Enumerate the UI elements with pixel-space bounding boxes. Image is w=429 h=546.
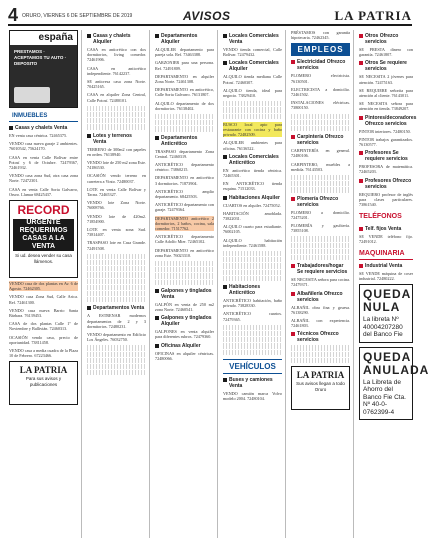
classified-ad: CARPINTERO, muebles a medida. 76143503. [291,161,350,172]
classified-ad: SE VENDE máquina de coser industrial. 72480222. [359,270,413,281]
classified-ad: CASA en venta Calle Bolívar entre Potosí y 6 de Octubre. 72479367, 72461932. [9,154,78,171]
classified-ad: ALQUILER departamento para pareja sola. Ref. 73463388. [155,47,214,58]
section-title: AVISOS [183,9,231,23]
classified-ad: VENDO casa nueva Barrio Santa Bárbara. 76139453. [9,307,78,319]
category-carpinteria: Carpintería Ofrezco servicios [291,134,350,146]
classified-ad: PROFESORA de matemática. 72465203. [359,164,413,175]
section-bar-maquinaria: MAQUINARIA [359,248,413,260]
classified-ad: VENDO departamento en Edificio Los Ángeles. 76032750. [87,331,146,343]
classified-ad: SE VENDE teléfono fijo. 72491012. [359,234,413,245]
classified-ad-highlighted: BUSCO local apto para restaurante con cocina y baño privado. 72482509. [223,121,282,138]
classified-ad: VENDO tienda comercial, Calle Bolívar. 72479432. [223,47,282,58]
record-logo: RECORD [17,203,70,218]
classified-ad: TRASPASO departamento Zona Central. 72460319. [155,148,214,159]
classified-ad: ALQUILO tienda, ideal para negocio. 73829410. [223,87,282,99]
category-albanileria: Albañilería Ofrezco servicios [291,291,350,303]
classified-ad: ANTICRÉTICO departamento Calle Adolfo Mier. 72465102. [155,234,214,245]
column-4 [220,30,286,538]
classified-ad: TERRENO de 300m2 con papeles en orden. 76138940. [87,146,146,157]
classified-ad: SE NECESITA señora para atención en tienda. 73849207. [359,101,413,112]
classified-ad: SE NECESITA señora para cocina. 72479371. [291,277,350,288]
lapatria-ad-text: Sus avisos llegan a todo Oruro [296,380,345,392]
classified-ad: EN ANTICRÉTICO tienda esquina. 71512033. [223,181,282,192]
classified-ad: CASA de dos plantas Calle 1º de Noviembre y Ballivián. 72460313. [9,321,78,332]
espana-logo: españa [10,31,77,45]
classified-ad: CASA en venta Calle Soria Galvarro, Oruro. Llamar 68425437. [9,186,78,197]
category-locales-venta: Locales Comerciales Venta [223,33,282,45]
classified-ad: OFICINAS en alquiler céntricas. 72480066. [155,350,214,361]
section-bar-empleos: EMPLEOS [291,43,350,56]
classified-ad: GALPÓN en venta de 250 m2 zona Norte. 72460541. [155,301,214,312]
classified-ad: EN anticrético tienda céntrica. 72465301. [223,167,282,178]
category-casas-venta: Casas y chalets Venta [9,125,78,131]
classified-ad: EN venta casa céntrica. 72465375. [9,133,68,138]
classified-ad: HABITACIÓN amoblada. 73822031. [223,210,282,222]
classified-ad: LOTE en venta Calle Bolívar y Tacna. 72465327. [87,186,146,197]
lapatria-ad [9,361,78,405]
section-bar-telefonos: TELÉFONOS [359,213,402,221]
classified-ad: LOTE en venta zona Sud. 73814407. [87,227,146,238]
classified-ad: PLOMERO electricista. 76130501. [291,73,350,84]
classified-ad: A ESTRENAR modernos departamentos de 2 y 3 dormitorios. 72480231. [87,313,146,329]
classified-ad: SE PRESTA dinero con garantía. 72461807. [359,47,413,58]
classified-ad: ALBAÑIL con experiencia. 72461803. [291,317,350,329]
classified-ad: CASA en anticrético independiente. 76142237. [87,65,146,76]
classified-ad: PINTOR trabajos garantizados. 76130577. [359,136,413,148]
lost-notice [359,347,429,421]
classified-ad: VENDO lote de 420m2. 71854900. [87,213,146,224]
classified-ad: TRASPASO lote en Casa Grande. 72491508. [87,240,146,251]
category-industrial: Industrial Venta [359,263,413,269]
classified-ad: ALBAÑIL obra fina y gruesa. 76138290. [291,304,350,315]
classified-ad: VENDO lote de 250 m2 zona Este. 74186530. [87,159,146,171]
classified-ad: SE anticresa casa zona Norte. 70425165. [87,79,146,90]
page-number: 4 [8,5,19,25]
lapatria-logo: LA PATRIA [19,365,68,376]
lost-notice-heading: QUEDA ANULADA [363,349,429,377]
category-galpones-venta: Galpones y tinglados Venta [155,288,214,300]
classified-ad: PRÉSTAMOS con garantía hipotecaria. 72462345. [291,30,350,41]
classified-ad: INSTALACIONES eléctricas. 73800150. [291,100,350,111]
classified-ad: OCASIÓN vendo casa, precio de oportunidad. 73811458. [9,334,78,345]
classified-ad: GARZONIER para una persona. Ref. 72491809. [155,60,214,71]
classified-ad: ELECTRICISTA a domicilio. 72461502. [291,86,350,98]
newspaper-name: LA PATRIA [334,8,412,23]
category-telf-fijos: Telf. fijos Venta [359,226,413,232]
category-tecnicos: Técnicos Ofrezco servicios [291,331,350,343]
lost-notice [359,284,413,343]
car-image [14,87,50,103]
classified-ad: ALQUILO tienda mediana Calle Potosí. 72460307. [223,74,282,85]
classified-ad: ANTICRÉTICO habitación, baño privado. 73828330. [223,297,282,309]
classified-ad: DEPARTAMENTO en anticrético zona Este. 76023310. [155,247,214,258]
classified-ad: VENDO lote Zona Norte. 76008766. [87,200,146,211]
column-5 [288,30,354,538]
classified-ad: ALQUILO departamento de dos dormitorios. 76138402. [155,100,214,111]
espana-ad [9,30,78,108]
classified-ad: ANTICRÉTICO amplio departamento. 68425503. [155,188,214,200]
category-lotes-venta: Lotes y terrenos Venta [87,133,146,145]
column-3 [152,30,218,538]
record-ad [9,200,78,278]
classified-ad: SE REQUIERE señorita para atención al cliente. 76143011. [359,87,413,99]
classified-ad: CARPINTERÍA en general. 72480106. [291,148,350,159]
classified-ad: ANTICRÉTICO departamento céntrico. 73860215. [155,162,214,173]
classified-ad: ALQUILER ambientes para oficina. 76136522. [223,140,282,151]
category-otros-requiere: Otros Se requiere servicios [359,60,413,72]
classified-ad: VENDO casa a media cuadra de la Plaza 10 de Febrero. 67223466. [9,348,78,359]
classified-ad: OCASIÓN vendo terreno en carretera a Vinto. 72480037. [87,173,146,184]
classified-ad: ANTICRÉTICO cuartos. 72479365. [223,311,282,322]
category-habitaciones-anticretico: Habitaciones Anticrético [223,284,282,296]
category-profesores-ofrezco: Profesores Ofrezco servicios [359,178,413,190]
category-plomeria: Plomería Ofrezco servicios [291,196,350,208]
lapatria-ad [291,366,350,410]
category-departamentos-alquiler: Departamentos Alquiler [155,33,214,45]
category-departamentos-anticretico: Departamentos Anticrético [155,135,214,147]
lapatria-logo: LA PATRIA [296,369,345,380]
category-habitaciones-alquiler: Habitaciones Alquiler [223,195,282,201]
classified-ad-highlighted: DEPARTAMENTO anticrético 2 dormitorios, 2 baños, cocina, sala comedor. 71517762. [155,215,214,232]
column-1 [6,30,82,538]
category-buses-venta: Buses y camiones Venta [223,377,282,389]
category-profesores-requiere: Profesores Se requiere servicios [359,150,413,162]
category-oficinas-alquiler: Oficinas Alquiler [155,343,214,349]
category-trabajadores-hogar: Trabajadores/hogar Se requiere servicios [291,263,350,275]
issue-date: ORURO, VIERNES 6 DE SEPTIEMBRE DE 2019 [22,13,133,19]
section-bar-inmuebles: INMUEBLES [9,112,78,122]
lost-notice-text: La Libreta de Ahorro del Banco Fie Cta. Nº 40-0-0762399-4 [363,378,406,416]
category-electricidad: Electricidad Ofrezco servicios [291,59,350,71]
classified-ad: ALQUILO habitación independiente. 72461588. [223,237,282,248]
classified-ad: CUARTOS en alquiler. 72475052. [223,202,281,208]
classified-ad: DEPARTAMENTO en alquiler Zona Norte. 72461308. [155,73,214,85]
classified-ad: VENDO camión marca Volvo modelo 2004. 72480104. [223,390,282,401]
classified-ad: VENDO casa zona Sud, otra casa zona Norte. 72472301. [9,173,78,184]
classified-ad: PLOMERO a domicilio. 72475201. [291,209,350,220]
category-casas-alquiler: Casas y chalets Alquiler [87,33,146,45]
classified-ad: VENDO casa de dos plantas en Av. 6 de Agosto. 72462305. [9,281,78,292]
category-locales-alquiler: Locales Comerciales Alquiler [223,60,282,72]
category-pintores: Pintores/decoradores Ofrezco servicios [359,115,413,127]
section-bar-vehiculos: VEHÍCULOS [223,359,282,374]
lapatria-ad-text: Para sus avisos y publicaciones [25,376,62,388]
espana-ad-text: PRESTAMOS · ACEPTAMOS TU AUTO · DEPOSITO [14,49,67,66]
classified-ad: VENDO casa nueva garaje 2 ambientes. 76010542, 75624170. [9,141,78,152]
classified-ad: PINTOR interiores. 72480150. [359,128,411,134]
record-urgent: URGENTE REQUERIMOS CASAS A LA VENTA [13,219,74,251]
classified-ad: VENDO casa Zona Sud, Calle Arica. Ref. 72461300. [9,294,78,305]
column-2 [84,30,150,538]
classified-ad: CASA en alquiler Zona Central, Calle Potosí. 72480101. [87,92,146,103]
column-6 [356,30,429,538]
classified-ad: REQUIERO profesor de inglés para clases particulares. 73861540. [359,191,413,208]
classified-ad: CASA en anticrético con dos dormitorios, living comedor. 72461906. [87,47,146,63]
category-otros-ofrezco: Otros Ofrezco servicios [359,33,413,45]
category-departamentos-venta: Departamentos Venta [87,305,146,311]
classified-ad: DEPARTAMENTO en anticrético, Calle Soria Galvarro. 76131807. [155,87,214,98]
classified-ad: ANTICRÉTICO departamento con garaje. 72479364. [155,202,214,213]
classified-ad: ALQUILO cuarto para estudiante. 76002105. [223,224,282,235]
classified-ad: PLOMERÍA y gasfitería. 73855108. [291,222,350,234]
category-galpones-alquiler: Galpones y tinglados Alquiler [155,315,214,327]
record-text: Si ud. desea vender su casa llámenos. [15,253,72,264]
classified-ad: GALPONES en venta alquiler para diferentes rubros. 72479360. [155,329,214,340]
classified-ad: DEPARTAMENTO en anticrético 3 dormitorios. 71873904. [155,175,214,186]
lost-notice-text: La libreta Nº 40004207280 del Banco Fie [363,316,403,339]
classified-ad: SE NECESITA 2 jóvenes para atención. 72475163. [359,74,413,85]
category-locales-anticretico: Locales Comerciales Anticrético [223,154,282,166]
lost-notice-heading: QUEDA NULA [363,287,411,315]
page-header [8,6,412,26]
